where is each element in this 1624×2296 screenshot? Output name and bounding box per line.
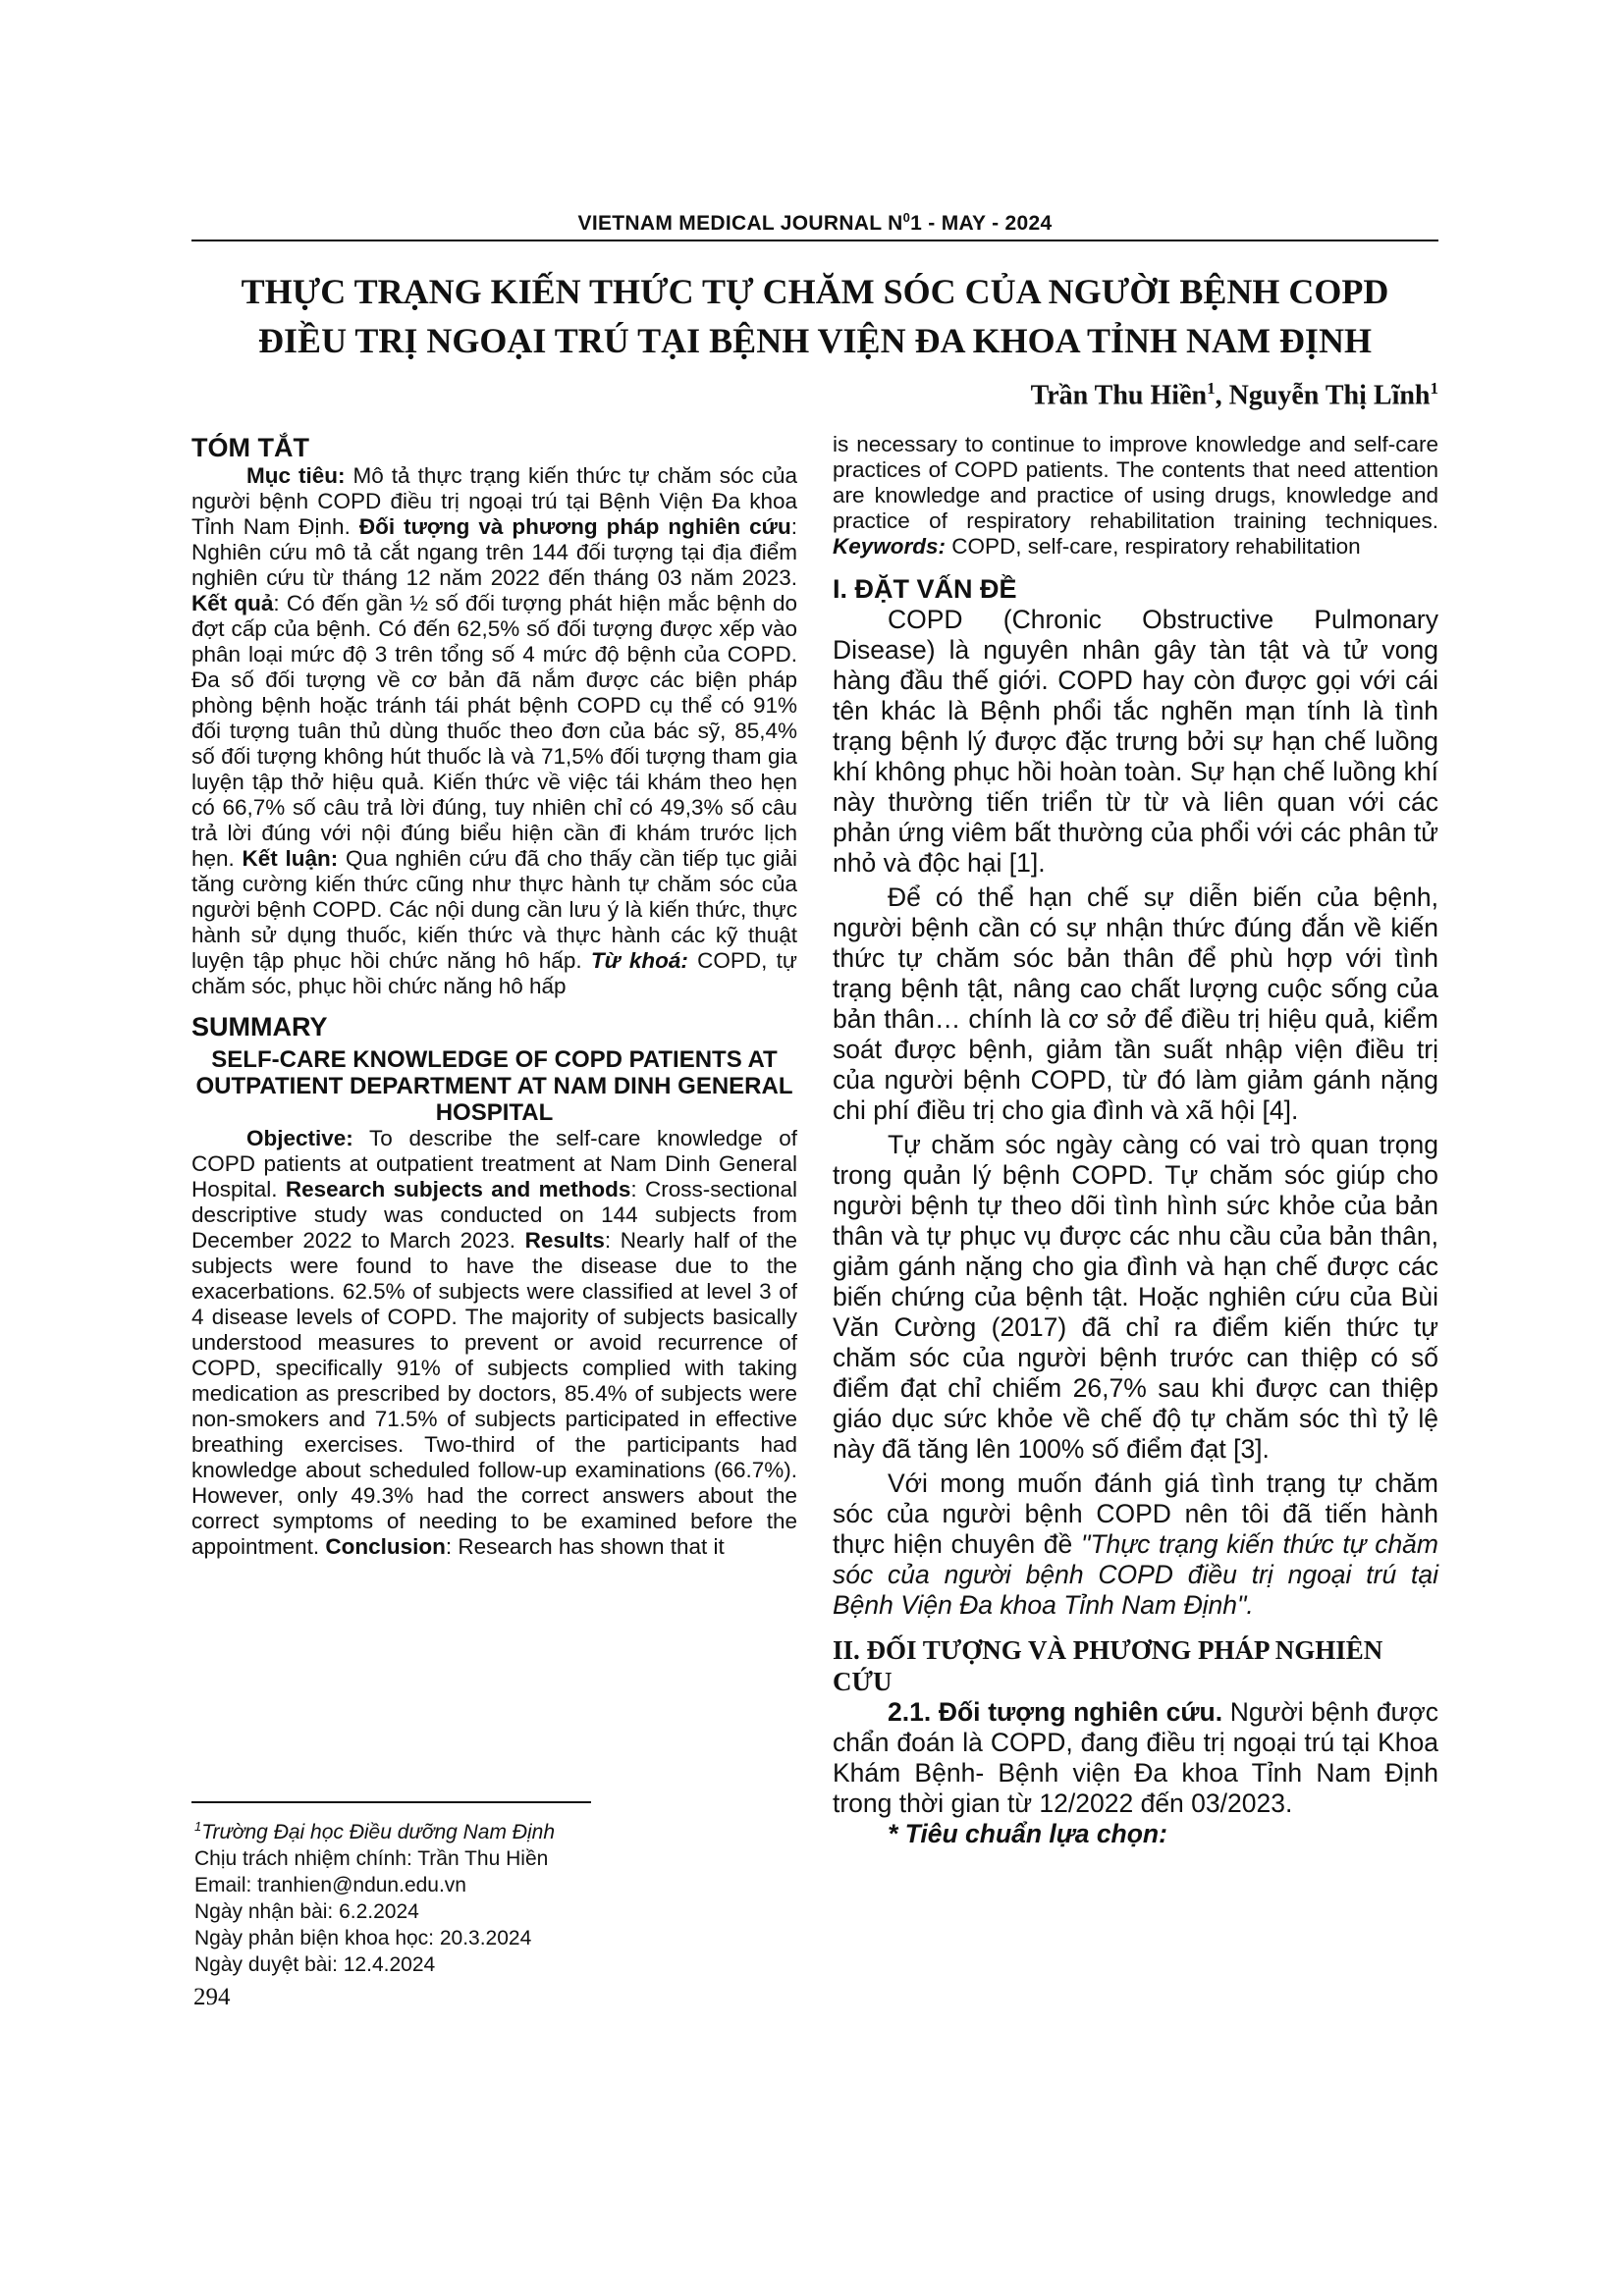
article-title: [191, 267, 1438, 365]
section-1-paragraph-2: Để có thể hạn chế sự diễn biến của bệnh, người bệnh cần có sự nhận thức đúng đắn về kiến thức tự chăm sóc bản thân để phù hợp với tình trạng bệnh tật, nâng cao chất lượng cuộc sống của bản thân… chính là cơ sở để điều trị hiệu quả, kiểm soát được bệnh, giảm tần suất nhập viện điều trị của người bệnh COPD, từ đó làm giảm gánh nặng chi phí điều trị cho gia đình và xã hội [4].: [833, 882, 1438, 1125]
abstract-vi-body: Mục tiêu: Mô tả thực trạng kiến thức tự chăm sóc của người bệnh COPD điều trị ngoại trú tại Bệnh Viện Đa khoa Tỉnh Nam Định. Đối tượng và phương pháp nghiên cứu: Nghiên cứu mô tả cắt ngang trên 144 đối tượng tại địa điểm nghiên cứu từ tháng 12 năm 2022 đến tháng 03 năm 2023. Kết quả: Có đến gần ½ số đối tượng phát hiện mắc bệnh do đợt cấp của bệnh. Có đến 62,5% số đối tượng được xếp vào phân loại mức độ 3 trên tổng số 4 mức độ bệnh của COPD. Đa số đối tượng về cơ bản đã nắm được các biện pháp phòng bệnh hoặc tránh tái phát bệnh COPD cụ thể có 91% đối tượng tuân thủ dùng thuốc theo đơn của bác sỹ, 85,4% số đối tượng không hút thuốc là và 71,5% đối tượng tham gia luyện tập thở hiệu quả. Kiến thức về việc tái khám theo hẹn có 66,7% số câu trả lời đúng, tuy nhiên chỉ có 49,3% số câu trả lời đúng với nội đúng biểu hiện cần đi khám trước lịch hẹn. Kết luận: Qua nghiên cứu đã cho thấy cần tiếp tục giải tăng cường kiến thức cũng như thực hành tự chăm sóc của người bệnh COPD. Các nội dung cần lưu ý là kiến thức, thực hành sử dụng thuốc, kiến thức và thực hành các kỹ thuật luyện tập phục hồi chức năng hô hấp. Từ khoá: COPD, tự chăm sóc, phục hồi chức năng hô hấp: [191, 463, 797, 998]
footnote-reviewed: Ngày phản biện khoa học: 20.3.2024: [194, 1927, 532, 1949]
running-header: VIETNAM MEDICAL JOURNAL $N^01$ - MAY - 2024: [577, 210, 1053, 235]
footnote-responsible: Chịu trách nhiệm chính: Trần Thu Hiền: [194, 1847, 549, 1870]
author-list: Trần Thu Hiền$^1$, Nguyễn Thị Lĩnh$^1$: [1030, 379, 1438, 411]
footnote-approved: Ngày duyệt bài: 12.4.2024: [194, 1953, 436, 1976]
section-1-paragraph-1: COPD (Chronic Obstructive Pulmonary Disease) là nguyên nhân gây tàn tật và tử vong hàng đầu thế giới. COPD hay còn được gọi với cái tên khác là Bệnh phổi tắc nghẽn mạn tính là tình trạng bệnh lý được đặc trưng bởi sự hạn chế luồng khí không phục hồi hoàn toàn. Sự hạn chế luồng khí này thường tiến triển từ từ và liên quan với các phản ứng viêm bất thường của phổi với các phân tử nhỏ và độc hại [1].: [833, 605, 1438, 878]
title-line-2: ĐIỀU TRỊ NGOẠI TRÚ TẠI BỆNH VIỆN ĐA KHOA TỈNH NAM ĐỊNH: [258, 321, 1372, 360]
title-line-1: THỰC TRẠNG KIẾN THỨC TỰ CHĂM SÓC CỦA NGƯỜI BỆNH COPD: [241, 272, 1389, 311]
footnotes: [194, 1813, 803, 1978]
summary-body: Objective: To describe the self-care knowledge of COPD patients at outpatient treatment at Nam Dinh General Hospital. Research subjects and methods: Cross-sectional descriptive study was conducted on 144 subjects from December 2022 to March 2023. Results: Nearly half of the subjects were found to have the disease due to the exacerbations. 62.5% of subjects were classified at level 3 of 4 disease levels of COPD. The majority of subjects basically understood measures to prevent or avoid recurrence of COPD, specifically 91% of subjects complied with taking medication as prescribed by doctors, 85.4% of subjects were non-smokers and 71.5% of subjects participated in effective breathing exercises. Two-third of the participants had knowledge about scheduled follow-up examinations (66.7%). However, only 49.3% had the correct answers about the correct symptoms of needing to be examined before the appointment. Conclusion: Research has shown that it: [191, 1126, 797, 1559]
page-number: 294: [193, 1984, 231, 2010]
summary-body-continued: is necessary to continue to improve knowledge and self-care practices of COPD patients. The contents that need attention are knowledge and practice of using drugs, knowledge and practice of respiratory rehabilitation training techniques. Keywords: COPD, self-care, respiratory rehabilitation: [833, 432, 1438, 559]
header-rule: [191, 240, 1438, 241]
abstract-vi-heading: TÓM TẮT: [191, 433, 309, 462]
footnote-affiliation: $^1$Trường Đại học Điều dưỡng Nam Định: [194, 1819, 555, 1843]
footnote-received: Ngày nhận bài: 6.2.2024: [194, 1900, 419, 1923]
section-1-paragraph-4: Với mong muốn đánh giá tình trạng tự chăm sóc của người bệnh COPD nên tôi đã tiến hành thực hiện chuyên đề "Thực trạng kiến thức tự chăm sóc của người bệnh COPD điều trị ngoại trú tại Bệnh Viện Đa khoa Tỉnh Nam Định".: [833, 1468, 1438, 1620]
section-1-heading: I. ĐẶT VẤN ĐỀ: [833, 574, 1017, 604]
footnote-rule: [191, 1801, 591, 1803]
right-column: [833, 432, 1438, 1849]
section-1-paragraph-3: Tự chăm sóc ngày càng có vai trò quan trọng trong quản lý bệnh COPD. Tự chăm sóc giúp cho người bệnh tự theo dõi tình hình sức khỏe của bản thân và tự phục vụ được các nhu cầu của bản thân, giảm gánh nặng cho gia đình và hạn chế được các biến chứng của bệnh tật. Hoặc nghiên cứu của Bùi Văn Cường (2017) đã chỉ ra điểm kiến thức tự chăm sóc của người bệnh trước can thiệp có số điểm đạt chỉ chiếm 26,7% sau khi được can thiệp giáo dục sức khỏe về chế độ tự chăm sóc thì tỷ lệ này đã tăng lên 100% số điểm đạt [3].: [833, 1130, 1438, 1464]
section-2-1-paragraph: 2.1. Đối tượng nghiên cứu. Người bệnh được chẩn đoán là COPD, đang điều trị ngoại trú tại Khoa Khám Bệnh- Bệnh viện Đa khoa Tỉnh Nam Định trong thời gian từ 12/2022 đến 03/2023.: [833, 1697, 1438, 1818]
summary-heading: SUMMARY: [191, 1012, 328, 1041]
selection-criteria-heading: * Tiêu chuẩn lựa chọn:: [888, 1819, 1167, 1848]
summary-title: SELF-CARE KNOWLEDGE OF COPD PATIENTS AT OUTPATIENT DEPARTMENT AT NAM DINH GENERAL HOSPITAL: [195, 1046, 793, 1126]
footnote-email: Email: tranhien@ndun.edu.vn: [194, 1874, 466, 1896]
section-2-heading: II. ĐỐI TƯỢNG VÀ PHƯƠNG PHÁP NGHIÊN CỨU: [833, 1635, 1383, 1696]
left-column: [191, 432, 797, 1560]
